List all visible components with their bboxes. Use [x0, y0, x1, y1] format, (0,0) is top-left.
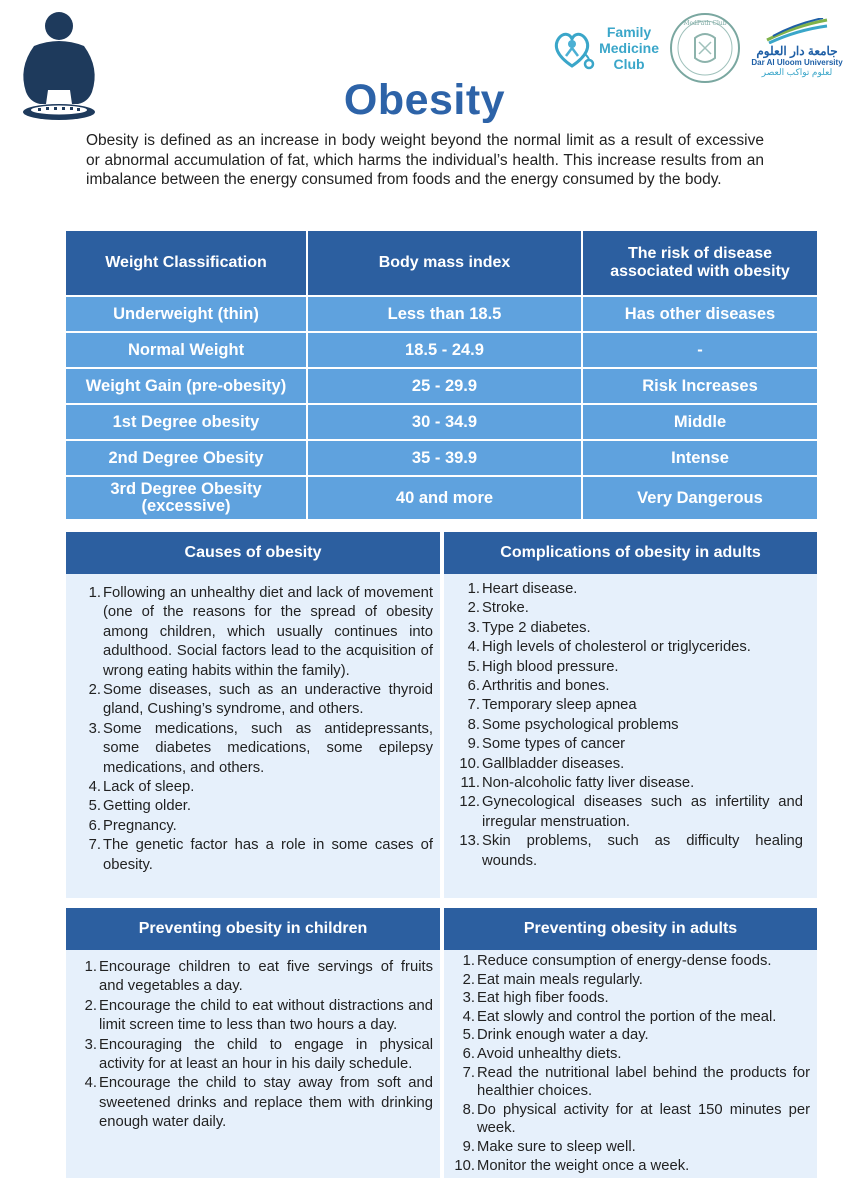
- list-item-text: Pregnancy.: [103, 817, 177, 834]
- table-cell: Weight Gain (pre-obesity): [66, 369, 308, 405]
- list-item-number: 4.: [467, 639, 480, 656]
- table-cell: Middle: [583, 405, 817, 441]
- list-item: [451, 971, 810, 990]
- table-cell: 18.5 - 24.9: [308, 333, 583, 369]
- table-cell: 30 - 34.9: [308, 405, 583, 441]
- list-item-number: 1.: [462, 953, 475, 969]
- fmc-line-2: Medicine: [599, 39, 659, 56]
- list-item-number: 2.: [84, 997, 97, 1014]
- list-item-text: Eat high fiber foods.: [477, 990, 609, 1007]
- list-item: [451, 1026, 810, 1045]
- list-item-text: Some types of cancer: [482, 736, 626, 753]
- prevent-adults-panel: [444, 908, 817, 1178]
- list-item: [451, 1045, 810, 1064]
- list-item-number: 4.: [84, 1075, 97, 1092]
- list-item: [456, 793, 803, 832]
- list-item-number: 11.: [460, 775, 480, 792]
- table-cell: 2nd Degree Obesity: [66, 441, 308, 477]
- causes-panel: [66, 532, 440, 898]
- list-item-number: 1.: [88, 585, 101, 601]
- list-item-text: Encourage children to eat five servings of fruits and vegetables a day.: [99, 959, 433, 995]
- list-item-number: 3.: [84, 1036, 97, 1053]
- list-item-number: 8.: [462, 1101, 475, 1118]
- list-item: [451, 1138, 810, 1157]
- list-item: [451, 1101, 810, 1138]
- list-item-number: 6.: [462, 1045, 475, 1062]
- panel-title: Complications of obesity in adults: [444, 532, 817, 574]
- list-item: [451, 989, 810, 1008]
- table-cell: Has other diseases: [583, 297, 817, 333]
- list-item-text: Do physical activity for at least 150 minutes per week.: [477, 1101, 810, 1137]
- table-row: [66, 477, 817, 521]
- list-item-text: Arthritis and bones.: [482, 678, 610, 695]
- table-cell: Less than 18.5: [308, 297, 583, 333]
- list-item-text: High levels of cholesterol or triglycerides.: [482, 639, 751, 656]
- panel-title: Causes of obesity: [66, 532, 440, 574]
- list-item-number: 4.: [462, 1008, 475, 1025]
- complications-list: [444, 574, 817, 871]
- list-item: [451, 952, 810, 971]
- list-item-number: 6.: [88, 817, 101, 834]
- panel-title: Preventing obesity in adults: [444, 908, 817, 950]
- list-item: [86, 778, 433, 797]
- list-item: [456, 658, 803, 677]
- list-item-number: 13.: [459, 833, 480, 850]
- bmi-classification-table: [66, 231, 817, 521]
- list-item: [456, 716, 803, 735]
- list-item-number: 3.: [88, 720, 101, 737]
- column-header: Weight Classification: [66, 231, 308, 297]
- list-item-number: 9.: [467, 736, 480, 753]
- list-item-number: 8.: [467, 716, 480, 733]
- university-tagline: لعلوم تواكب العصر: [761, 67, 833, 77]
- list-item-text: Some diseases, such as an underactive thyroid gland, Cushing’s syndrome, and others.: [103, 682, 433, 718]
- fmc-line-1: Family: [606, 23, 652, 40]
- medpath-club-logo: [669, 12, 741, 84]
- prevent-adults-list: [444, 950, 817, 1175]
- list-item-text: High blood pressure.: [482, 658, 619, 675]
- list-item-number: 4.: [88, 779, 101, 796]
- list-item-number: 1.: [84, 959, 97, 975]
- list-item: [456, 580, 803, 599]
- table-cell: Underweight (thin): [66, 297, 308, 333]
- list-item: [82, 958, 433, 997]
- list-item-text: Encourage the child to stay away from soft and sweetened drinks and replace them with drinking enough water daily.: [99, 1075, 433, 1131]
- list-item-text: Heart disease.: [482, 581, 578, 597]
- list-item: [86, 836, 433, 875]
- list-item: [456, 832, 803, 871]
- list-item-number: 3.: [462, 990, 475, 1007]
- university-wave-icon: [765, 18, 829, 44]
- column-header: Body mass index: [308, 231, 583, 297]
- list-item-text: The genetic factor has a role in some cases of obesity.: [103, 837, 433, 873]
- list-item-text: Drink enough water a day.: [477, 1027, 649, 1044]
- table-row: [66, 333, 817, 369]
- list-item-text: Gynecological diseases such as infertility and irregular menstruation.: [482, 794, 803, 830]
- table-cell: 35 - 39.9: [308, 441, 583, 477]
- list-item: [86, 817, 433, 836]
- list-item: [456, 755, 803, 774]
- list-item-text: Eat slowly and control the portion of the meal.: [477, 1008, 777, 1025]
- medpath-logo-text: MedPath Club: [683, 20, 727, 27]
- list-item-number: 12.: [459, 794, 480, 811]
- list-item-number: 5.: [467, 658, 480, 675]
- list-item: [86, 584, 433, 681]
- list-item-text: Following an unhealthy diet and lack of movement (one of the reasons for the spread of obesity among children, which usually continues into adulthood. Social factors lead to the acquisition of wrong eating habits within the family).: [103, 585, 433, 679]
- list-item-text: Eat main meals regularly.: [477, 971, 643, 988]
- list-item-number: 5.: [88, 798, 101, 815]
- list-item-text: Encouraging the child to engage in physical activity for at least an hour in his daily schedule.: [99, 1036, 433, 1073]
- list-item: [451, 1064, 810, 1101]
- list-item-text: Skin problems, such as difficulty healing wounds.: [482, 833, 803, 869]
- table-cell: Normal Weight: [66, 333, 308, 369]
- list-item-number: 1.: [467, 581, 480, 597]
- list-item-text: Encourage the child to eat without distractions and limit screen time to less than two hours a day.: [99, 997, 433, 1034]
- table-cell: Intense: [583, 441, 817, 477]
- list-item-number: 5.: [462, 1027, 475, 1044]
- list-item: [82, 997, 433, 1036]
- list-item-number: 7.: [462, 1064, 475, 1081]
- list-item: [451, 1157, 810, 1176]
- list-item-number: 7.: [88, 837, 101, 854]
- list-item-text: Type 2 diabetes.: [482, 619, 591, 636]
- list-item: [456, 735, 803, 754]
- list-item: [456, 696, 803, 715]
- table-cell: -: [583, 333, 817, 369]
- list-item-text: Monitor the weight once a week.: [477, 1157, 690, 1174]
- list-item-text: Reduce consumption of energy-dense foods.: [477, 953, 772, 969]
- list-item-text: Read the nutritional label behind the products for healthier choices.: [477, 1064, 810, 1100]
- list-item-number: 7.: [467, 697, 480, 714]
- list-item-number: 6.: [467, 678, 480, 695]
- table-cell: 40 and more: [308, 477, 583, 521]
- list-item-number: 2.: [467, 600, 480, 617]
- university-name-english: Dar Al Uloom University: [751, 58, 843, 67]
- list-item-text: Make sure to sleep well.: [477, 1138, 636, 1155]
- page-title: Obesity: [343, 76, 506, 124]
- list-item: [86, 681, 433, 720]
- family-medicine-club-logo: [549, 22, 659, 74]
- list-item-text: Some psychological problems: [482, 716, 679, 733]
- complications-panel: [444, 532, 817, 898]
- prevent-children-panel: [66, 908, 440, 1178]
- list-item: [456, 638, 803, 657]
- list-item-text: Some medications, such as antidepressants, some diabetes medications, some epilepsy medications, and others.: [103, 720, 433, 776]
- causes-list: [66, 574, 440, 875]
- table-row: [66, 405, 817, 441]
- table-cell: Risk Increases: [583, 369, 817, 405]
- fmc-line-3: Club: [613, 56, 645, 73]
- table-cell: Very Dangerous: [583, 477, 817, 521]
- list-item: [456, 619, 803, 638]
- list-item-text: Getting older.: [103, 798, 192, 815]
- table-cell: 25 - 29.9: [308, 369, 583, 405]
- list-item-text: Stroke.: [482, 600, 529, 617]
- list-item-number: 10.: [454, 1157, 475, 1174]
- list-item-text: Avoid unhealthy diets.: [477, 1045, 622, 1062]
- table-cell: 1st Degree obesity: [66, 405, 308, 441]
- table-header-row: [66, 231, 817, 297]
- prevent-children-list: [66, 950, 440, 1133]
- list-item-number: 9.: [462, 1138, 475, 1155]
- list-item: [86, 720, 433, 778]
- panel-title: Preventing obesity in children: [66, 908, 440, 950]
- list-item: [451, 1008, 810, 1027]
- list-item: [456, 677, 803, 696]
- table-row: [66, 441, 817, 477]
- university-name-arabic: جامعة دار العلوم: [756, 44, 838, 58]
- list-item-text: Gallbladder diseases.: [482, 755, 625, 772]
- list-item-number: 2.: [88, 682, 101, 699]
- list-item-number: 2.: [462, 971, 475, 988]
- table-cell: 3rd Degree Obesity (excessive): [66, 477, 308, 521]
- list-item: [456, 774, 803, 793]
- dar-al-uloom-logo: [751, 18, 843, 78]
- list-item-text: Temporary sleep apnea: [482, 697, 637, 714]
- list-item: [456, 599, 803, 618]
- list-item: [86, 797, 433, 816]
- table-row: [66, 369, 817, 405]
- table-row: [66, 297, 817, 333]
- list-item-number: 10.: [459, 755, 480, 772]
- stethoscope-heart-icon: [549, 22, 595, 74]
- list-item-text: Lack of sleep.: [103, 779, 195, 796]
- list-item: [82, 1036, 433, 1075]
- list-item-number: 3.: [467, 619, 480, 636]
- intro-paragraph: Obesity is defined as an increase in body weight beyond the normal limit as a result of excessive or abnormal accumulation of fat, which harms the individual’s health. This increase results from an imbalance between the energy consumed from foods and the energy consumed by the body.: [86, 132, 764, 188]
- column-header: The risk of disease associated with obesity: [583, 231, 817, 297]
- list-item: [82, 1074, 433, 1132]
- list-item-text: Non-alcoholic fatty liver disease.: [482, 775, 695, 792]
